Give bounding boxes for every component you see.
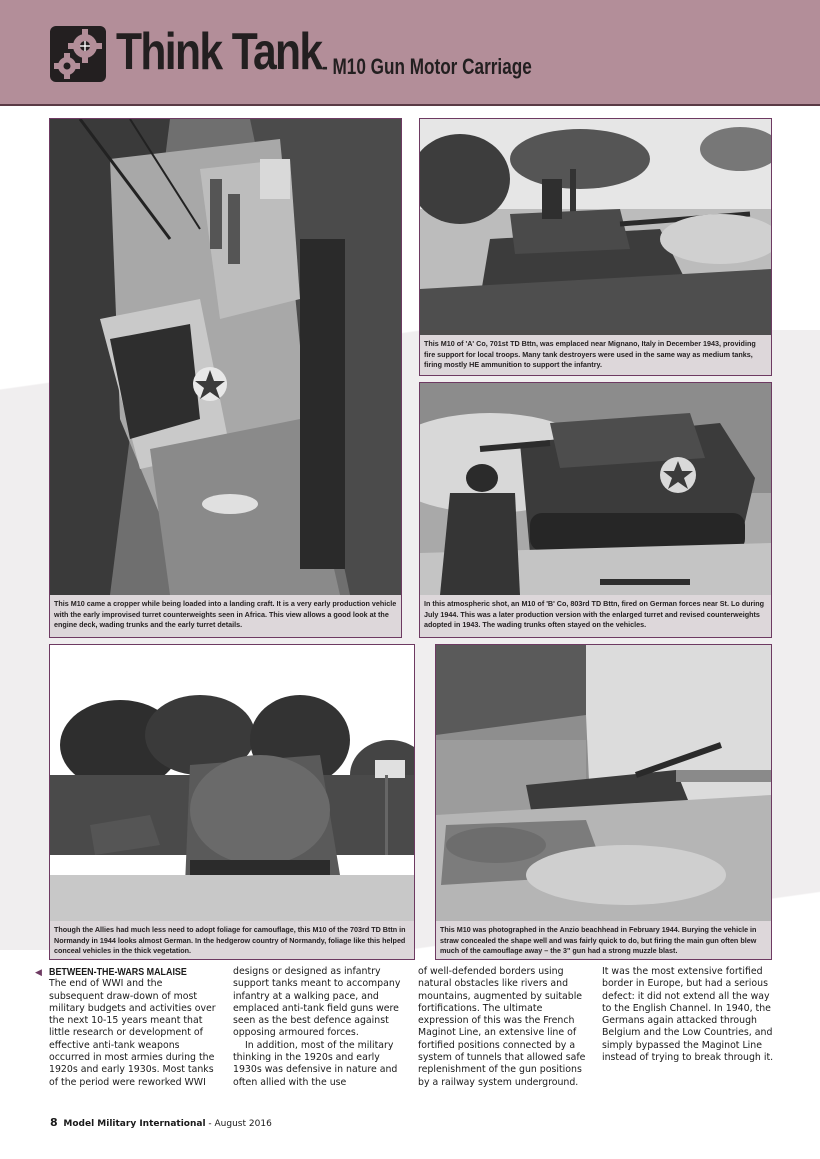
photo-image — [420, 119, 771, 335]
section-arrow-icon: ◀ — [35, 967, 42, 977]
photo-caption: In this atmospheric shot, an M10 of 'B' Co, 803rd TD Bttn, fired on German forces near St. Lo during July 1944. This was a later production version with the enlarged turret and revised counterweights adopted in 1943. The wading trunks often stayed on the vehicles. — [424, 599, 765, 629]
section-heading: BETWEEN-THE-WARS MALAISE — [49, 966, 187, 978]
photo-caption: Though the Allies had much less need to adopt foliage for camouflage, this M10 of the 703rd TD Bttn in Normandy in 1944 looks almost German. In the hedgerow country of Normandy, foliage like this helped conceal vehicles in the thick vegetation. — [54, 925, 406, 955]
photo-anzio — [435, 644, 772, 960]
article-paragraph: of well-defended borders using natural obstacles like rivers and mountains, augmented by suitable fortifications. The ultimate expression of this was the French Maginot Line, an extensive line of fortified positions connected by a system of tunnels that allowed safe replenishment of the gun positions by a railway system underground. — [418, 966, 586, 1088]
page-title: Think Tank — [116, 23, 322, 81]
gears-logo-icon — [50, 26, 106, 82]
page-header — [0, 0, 820, 106]
photo-image — [50, 645, 414, 921]
article-paragraph: The end of WWI and the subsequent draw-down of most military budgets and activities over the next 10-15 years meant that little research or development of effective anti-tank weapons occurred in most armies during the 1920s and early 1930s. Most tanks of the period were reworked WWI — [49, 978, 216, 1088]
page-subtitle: - M10 Gun Motor Carriage — [322, 54, 532, 79]
article-paragraph: designs or designed as infantry support tanks meant to accompany infantry at a walking pace, and emplaced anti-tank field guns were seen as the best defence against opposing armoured forces. — [233, 966, 401, 1039]
photo-image — [420, 383, 771, 595]
photo-landing-craft — [49, 118, 402, 638]
article-column-2 — [233, 966, 405, 1089]
photo-caption: This M10 was photographed in the Anzio beachhead in February 1944. Burying the vehicle in straw concealed the shape well and was fairly quick to do, but firing the main gun often blew much of the camouflage away – the 3" gun had a strong muzzle blast. — [440, 925, 757, 955]
photo-caption: This M10 of 'A' Co, 701st TD Bttn, was emplaced near Mignano, Italy in December 1943, providing fire support for local troops. Many tank destroyers were used in the same way as medium tanks, firing mostly HE ammunition to support the infantry. — [424, 339, 756, 369]
photo-st-lo — [419, 382, 772, 638]
page-number: 8 — [50, 1116, 58, 1129]
photo-image — [50, 119, 401, 595]
photo-mignano — [419, 118, 772, 376]
article-column-4 — [602, 966, 774, 1064]
article-paragraph: It was the most extensive fortified border in Europe, but had a serious defect: it did not extend all the way to the English Channel. In 1940, the Germans again attacked through Belgium and the Low Countries, and simply bypassed the Maginot Line instead of trying to break through it. — [602, 966, 774, 1064]
photo-caption: This M10 came a cropper while being loaded into a landing craft. It is a very early production vehicle with the early improvised turret counterweights seen in Africa. This view allows a good look at the engine deck, wading trunks and the early turret details. — [54, 599, 397, 629]
article-column-3 — [418, 966, 590, 1089]
page-footer — [50, 1116, 272, 1129]
photo-normandy — [49, 644, 415, 960]
article-paragraph: In addition, most of the military thinking in the 1920s and early 1930s was defensive in nature and often allied with the use — [233, 1039, 398, 1088]
article-column-1 — [49, 966, 219, 1089]
photo-image — [436, 645, 771, 921]
magazine-name: Model Military International — [63, 1119, 206, 1129]
issue-date: - August 2016 — [208, 1119, 272, 1129]
